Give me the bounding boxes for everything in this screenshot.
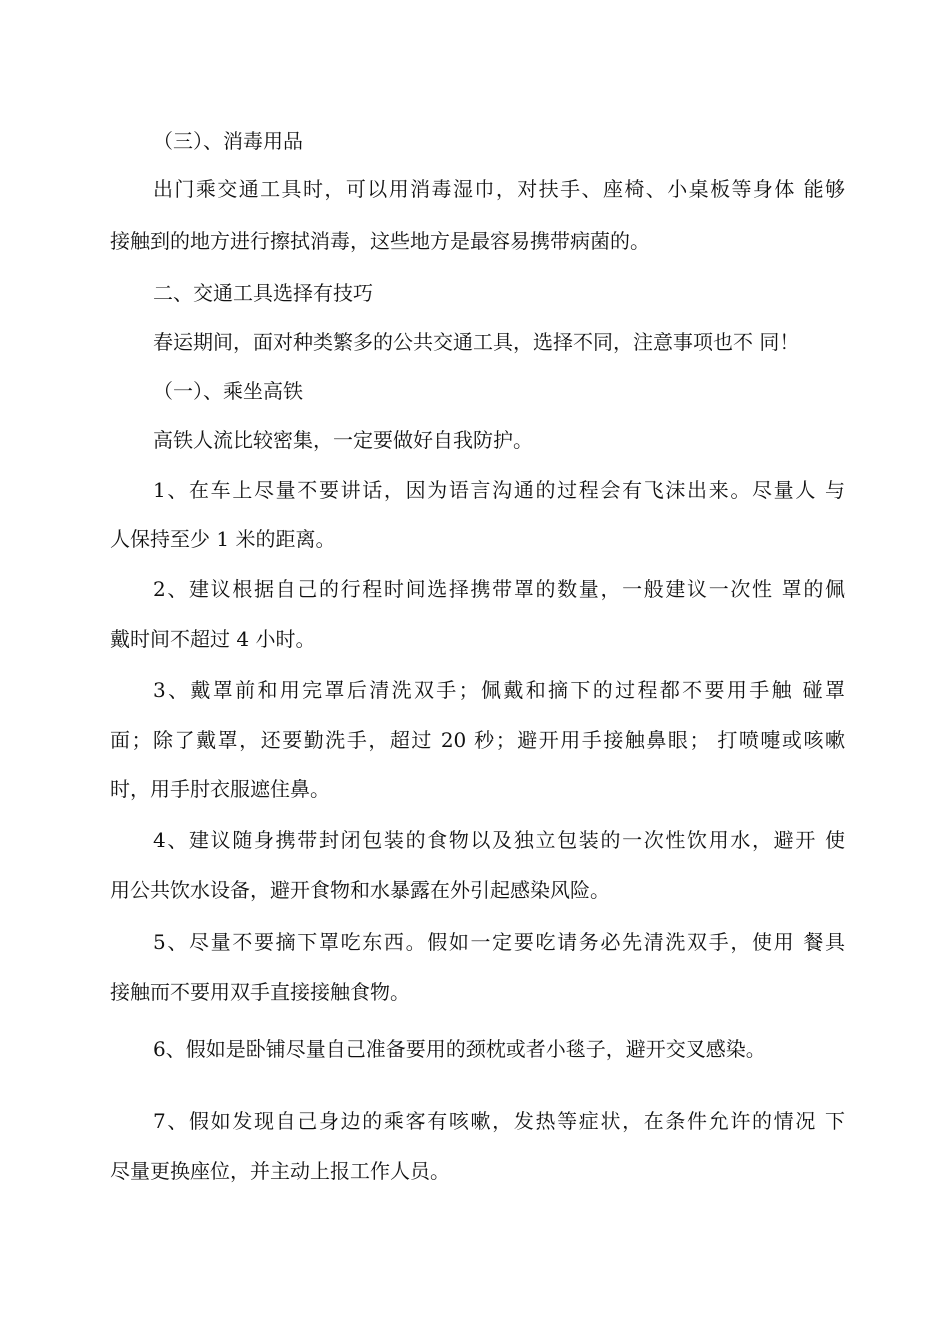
list-item-4-line: 用公共饮水设备，避开食物和水暴露在外引起感染风险。: [110, 878, 610, 902]
list-item-1-line: 1、在车上尽量不要讲话，因为语言沟通的过程会有飞沫出来。尽量人 与: [153, 478, 845, 502]
list-item-6-line: 6、假如是卧铺尽量自己准备要用的颈枕或者小毯子，避开交叉感染。: [153, 1037, 766, 1061]
list-item-5-line: 5、尽量不要摘下罩吃东西。假如一定要吃请务必先清洗双手，使用 餐具: [153, 930, 845, 954]
heading-disinfection-supplies: （三）、消毒用品: [153, 129, 303, 153]
list-item-1-line: 人保持至少 1 米的距离。: [110, 527, 336, 551]
list-item-4-line: 4、建议随身携带封闭包装的食物以及独立包装的一次性饮用水，避开 使: [153, 828, 845, 852]
list-item-5-line: 接触而不要用双手直接接触食物。: [110, 980, 410, 1004]
list-item-7-line: 7、假如发现自己身边的乘客有咳嗽，发热等症状，在条件允许的情况 下: [153, 1109, 845, 1133]
list-item-3-line: 时，用手肘衣服遮住鼻。: [110, 777, 330, 801]
heading-transport-choice: 二、交通工具选择有技巧: [153, 281, 373, 305]
list-item-7-line: 尽量更换座位，并主动上报工作人员。: [110, 1159, 450, 1183]
list-item-2-line: 戴时间不超过 4 小时。: [110, 627, 316, 651]
paragraph-line: 出门乘交通工具时，可以用消毒湿巾，对扶手、座椅、小桌板等身体 能够: [153, 177, 845, 201]
heading-high-speed-rail: （一）、乘坐高铁: [153, 379, 303, 403]
paragraph-line: 高铁人流比较密集，一定要做好自我防护。: [153, 428, 533, 452]
list-item-2-line: 2、建议根据自己的行程时间选择携带罩的数量，一般建议一次性 罩的佩: [153, 577, 845, 601]
list-item-3-line: 3、戴罩前和用完罩后清洗双手；佩戴和摘下的过程都不要用手触 碰罩: [153, 678, 845, 702]
paragraph-line: 接触到的地方进行擦拭消毒，这些地方是最容易携带病菌的。: [110, 229, 650, 253]
list-item-3-line: 面；除了戴罩，还要勤洗手，超过 20 秒；避开用手接触鼻眼； 打喷嚏或咳嗽: [110, 728, 845, 752]
paragraph-line: 春运期间，面对种类繁多的公共交通工具，选择不同，注意事项也不 同！: [153, 330, 800, 354]
